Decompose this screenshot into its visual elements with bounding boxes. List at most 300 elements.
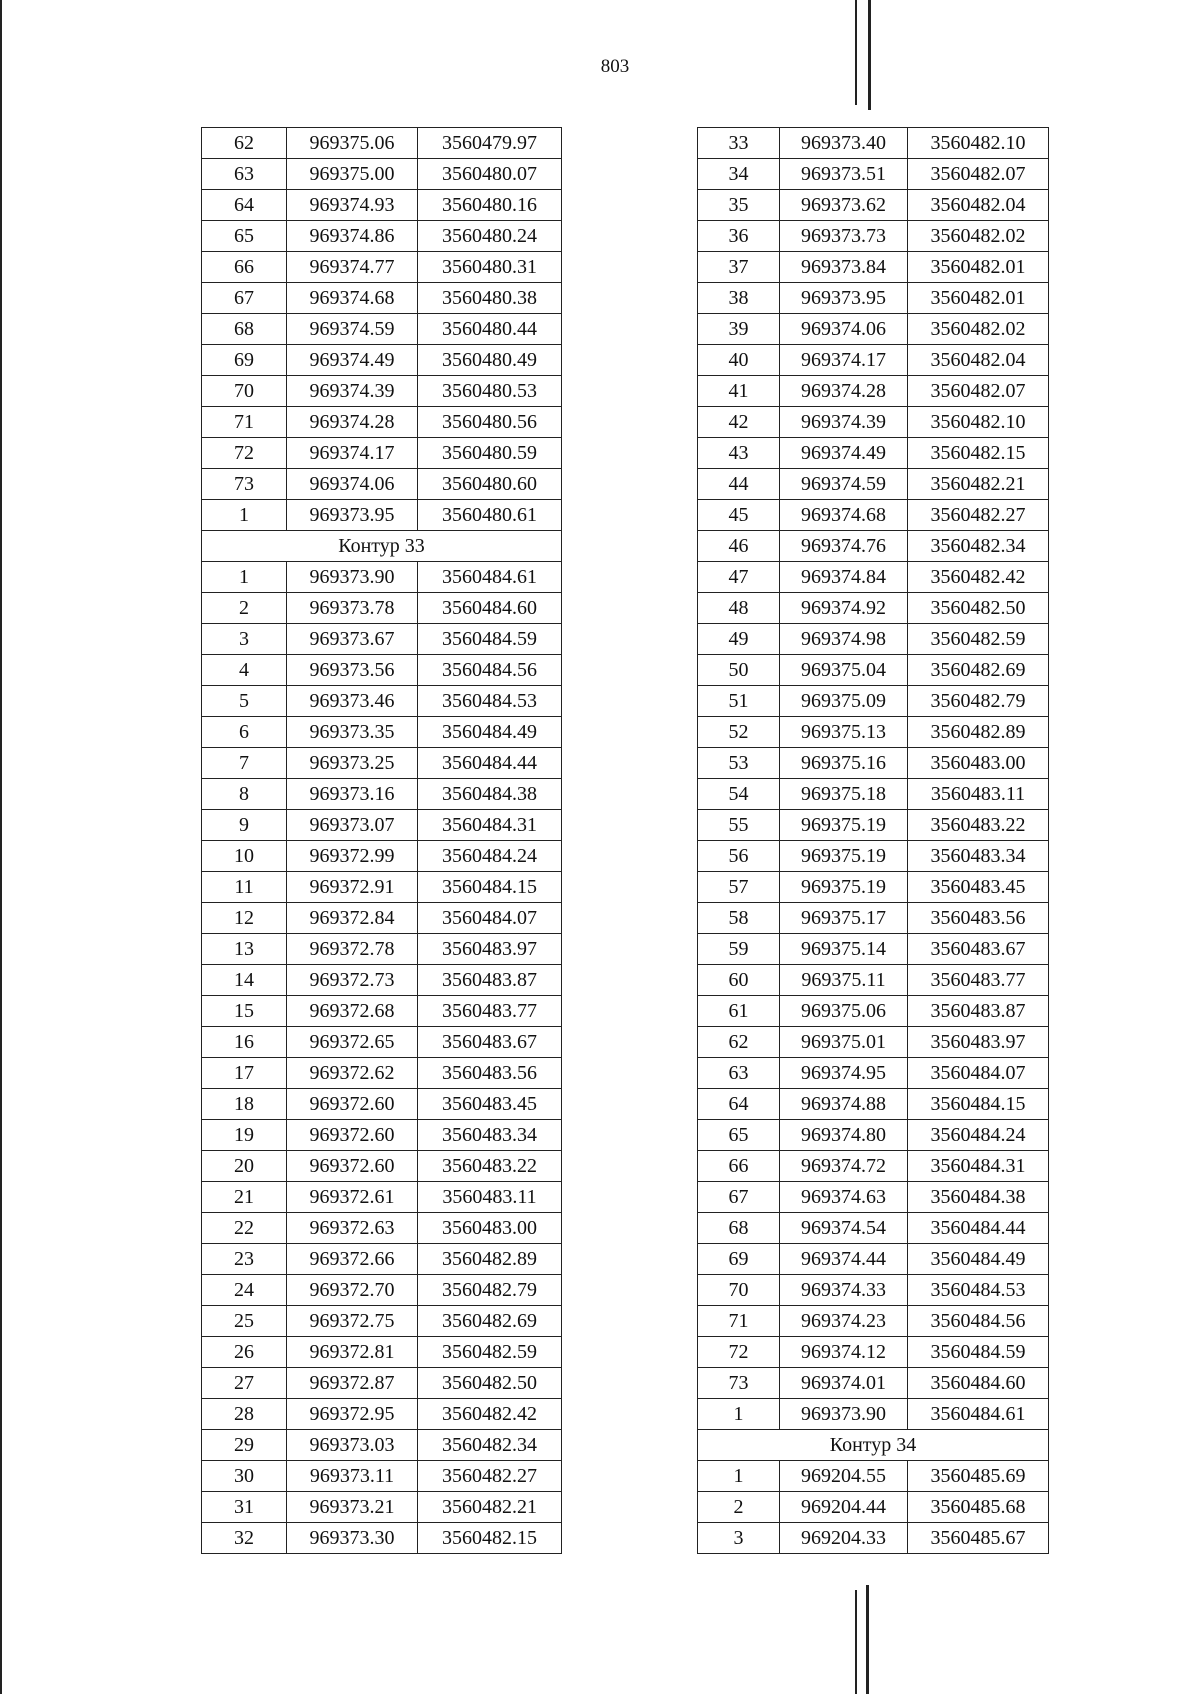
table-row bbox=[698, 903, 1049, 934]
x-coordinate-cell: 969372.65 bbox=[287, 1027, 418, 1058]
point-number-cell: 12 bbox=[202, 903, 287, 934]
y-coordinate-cell: 3560482.02 bbox=[908, 314, 1049, 345]
point-number-cell: 68 bbox=[698, 1213, 780, 1244]
table-row bbox=[202, 996, 562, 1027]
table-row bbox=[698, 872, 1049, 903]
x-coordinate-cell: 969374.49 bbox=[287, 345, 418, 376]
y-coordinate-cell: 3560484.07 bbox=[418, 903, 562, 934]
table-row bbox=[698, 1182, 1049, 1213]
y-coordinate-cell: 3560483.56 bbox=[908, 903, 1049, 934]
y-coordinate-cell: 3560482.21 bbox=[908, 469, 1049, 500]
table-row bbox=[202, 438, 562, 469]
x-coordinate-cell: 969204.33 bbox=[780, 1523, 908, 1554]
table-row bbox=[202, 934, 562, 965]
table-row bbox=[698, 1399, 1049, 1430]
point-number-cell: 72 bbox=[202, 438, 287, 469]
point-number-cell: 71 bbox=[698, 1306, 780, 1337]
table-row bbox=[698, 531, 1049, 562]
x-coordinate-cell: 969375.04 bbox=[780, 655, 908, 686]
x-coordinate-cell: 969374.59 bbox=[287, 314, 418, 345]
x-coordinate-cell: 969374.84 bbox=[780, 562, 908, 593]
point-number-cell: 69 bbox=[202, 345, 287, 376]
table-row bbox=[202, 1058, 562, 1089]
x-coordinate-cell: 969374.95 bbox=[780, 1058, 908, 1089]
point-number-cell: 29 bbox=[202, 1430, 287, 1461]
y-coordinate-cell: 3560482.42 bbox=[418, 1399, 562, 1430]
point-number-cell: 23 bbox=[202, 1244, 287, 1275]
y-coordinate-cell: 3560485.69 bbox=[908, 1461, 1049, 1492]
x-coordinate-cell: 969375.13 bbox=[780, 717, 908, 748]
y-coordinate-cell: 3560482.42 bbox=[908, 562, 1049, 593]
point-number-cell: 58 bbox=[698, 903, 780, 934]
point-number-cell: 19 bbox=[202, 1120, 287, 1151]
x-coordinate-cell: 969372.68 bbox=[287, 996, 418, 1027]
y-coordinate-cell: 3560484.53 bbox=[418, 686, 562, 717]
table-row bbox=[202, 1120, 562, 1151]
table-row bbox=[202, 1306, 562, 1337]
table-row bbox=[202, 1244, 562, 1275]
table-row bbox=[698, 438, 1049, 469]
x-coordinate-cell: 969372.99 bbox=[287, 841, 418, 872]
point-number-cell: 52 bbox=[698, 717, 780, 748]
table-row bbox=[698, 686, 1049, 717]
table-row bbox=[698, 283, 1049, 314]
table-row bbox=[202, 965, 562, 996]
point-number-cell: 8 bbox=[202, 779, 287, 810]
table-row bbox=[698, 1492, 1049, 1523]
y-coordinate-cell: 3560484.49 bbox=[908, 1244, 1049, 1275]
y-coordinate-cell: 3560482.07 bbox=[908, 376, 1049, 407]
x-coordinate-cell: 969374.68 bbox=[780, 500, 908, 531]
y-coordinate-cell: 3560483.00 bbox=[908, 748, 1049, 779]
point-number-cell: 25 bbox=[202, 1306, 287, 1337]
y-coordinate-cell: 3560485.67 bbox=[908, 1523, 1049, 1554]
point-number-cell: 32 bbox=[202, 1523, 287, 1554]
point-number-cell: 39 bbox=[698, 314, 780, 345]
point-number-cell: 28 bbox=[202, 1399, 287, 1430]
table-row bbox=[202, 624, 562, 655]
y-coordinate-cell: 3560480.53 bbox=[418, 376, 562, 407]
x-coordinate-cell: 969372.62 bbox=[287, 1058, 418, 1089]
x-coordinate-cell: 969373.25 bbox=[287, 748, 418, 779]
table-row bbox=[698, 934, 1049, 965]
x-coordinate-cell: 969204.55 bbox=[780, 1461, 908, 1492]
point-number-cell: 1 bbox=[202, 500, 287, 531]
point-number-cell: 41 bbox=[698, 376, 780, 407]
point-number-cell: 62 bbox=[202, 128, 287, 159]
left-table-body bbox=[202, 128, 562, 1554]
table-row bbox=[698, 965, 1049, 996]
table-row bbox=[698, 407, 1049, 438]
y-coordinate-cell: 3560483.97 bbox=[908, 1027, 1049, 1058]
y-coordinate-cell: 3560484.59 bbox=[418, 624, 562, 655]
y-coordinate-cell: 3560483.67 bbox=[418, 1027, 562, 1058]
y-coordinate-cell: 3560482.79 bbox=[908, 686, 1049, 717]
point-number-cell: 36 bbox=[698, 221, 780, 252]
y-coordinate-cell: 3560482.07 bbox=[908, 159, 1049, 190]
point-number-cell: 24 bbox=[202, 1275, 287, 1306]
y-coordinate-cell: 3560482.34 bbox=[908, 531, 1049, 562]
x-coordinate-cell: 969204.44 bbox=[780, 1492, 908, 1523]
x-coordinate-cell: 969374.39 bbox=[780, 407, 908, 438]
y-coordinate-cell: 3560480.61 bbox=[418, 500, 562, 531]
right-table-body bbox=[698, 128, 1049, 1554]
point-number-cell: 72 bbox=[698, 1337, 780, 1368]
x-coordinate-cell: 969374.33 bbox=[780, 1275, 908, 1306]
table-row bbox=[698, 159, 1049, 190]
y-coordinate-cell: 3560484.60 bbox=[418, 593, 562, 624]
y-coordinate-cell: 3560482.27 bbox=[908, 500, 1049, 531]
x-coordinate-cell: 969375.11 bbox=[780, 965, 908, 996]
point-number-cell: 22 bbox=[202, 1213, 287, 1244]
table-row bbox=[202, 500, 562, 531]
table-row bbox=[202, 872, 562, 903]
x-coordinate-cell: 969374.54 bbox=[780, 1213, 908, 1244]
y-coordinate-cell: 3560480.44 bbox=[418, 314, 562, 345]
y-coordinate-cell: 3560480.31 bbox=[418, 252, 562, 283]
x-coordinate-cell: 969374.76 bbox=[780, 531, 908, 562]
table-row bbox=[698, 221, 1049, 252]
point-number-cell: 1 bbox=[202, 562, 287, 593]
y-coordinate-cell: 3560479.97 bbox=[418, 128, 562, 159]
y-coordinate-cell: 3560483.22 bbox=[908, 810, 1049, 841]
contour-heading-row bbox=[202, 531, 562, 562]
point-number-cell: 42 bbox=[698, 407, 780, 438]
point-number-cell: 53 bbox=[698, 748, 780, 779]
y-coordinate-cell: 3560484.15 bbox=[418, 872, 562, 903]
table-row bbox=[202, 221, 562, 252]
x-coordinate-cell: 969374.06 bbox=[287, 469, 418, 500]
point-number-cell: 73 bbox=[202, 469, 287, 500]
table-row bbox=[698, 1368, 1049, 1399]
table-row bbox=[698, 190, 1049, 221]
table-row bbox=[202, 1151, 562, 1182]
x-coordinate-cell: 969373.03 bbox=[287, 1430, 418, 1461]
y-coordinate-cell: 3560482.04 bbox=[908, 345, 1049, 376]
point-number-cell: 47 bbox=[698, 562, 780, 593]
point-number-cell: 1 bbox=[698, 1461, 780, 1492]
table-row bbox=[202, 562, 562, 593]
x-coordinate-cell: 969372.84 bbox=[287, 903, 418, 934]
y-coordinate-cell: 3560482.04 bbox=[908, 190, 1049, 221]
point-number-cell: 60 bbox=[698, 965, 780, 996]
x-coordinate-cell: 969375.14 bbox=[780, 934, 908, 965]
x-coordinate-cell: 969374.59 bbox=[780, 469, 908, 500]
contour-heading-row bbox=[698, 1430, 1049, 1461]
table-row bbox=[202, 1368, 562, 1399]
point-number-cell: 65 bbox=[698, 1120, 780, 1151]
x-coordinate-cell: 969372.87 bbox=[287, 1368, 418, 1399]
y-coordinate-cell: 3560482.50 bbox=[418, 1368, 562, 1399]
point-number-cell: 68 bbox=[202, 314, 287, 345]
x-coordinate-cell: 969373.95 bbox=[287, 500, 418, 531]
point-number-cell: 17 bbox=[202, 1058, 287, 1089]
table-row bbox=[202, 469, 562, 500]
table-row bbox=[698, 469, 1049, 500]
point-number-cell: 30 bbox=[202, 1461, 287, 1492]
table-row bbox=[698, 1244, 1049, 1275]
x-coordinate-cell: 969374.28 bbox=[287, 407, 418, 438]
x-coordinate-cell: 969374.01 bbox=[780, 1368, 908, 1399]
table-row bbox=[202, 1213, 562, 1244]
x-coordinate-cell: 969374.06 bbox=[780, 314, 908, 345]
y-coordinate-cell: 3560483.87 bbox=[418, 965, 562, 996]
y-coordinate-cell: 3560483.11 bbox=[418, 1182, 562, 1213]
y-coordinate-cell: 3560482.69 bbox=[908, 655, 1049, 686]
x-coordinate-cell: 969373.16 bbox=[287, 779, 418, 810]
table-row bbox=[202, 190, 562, 221]
table-row bbox=[202, 1182, 562, 1213]
y-coordinate-cell: 3560484.07 bbox=[908, 1058, 1049, 1089]
y-coordinate-cell: 3560484.59 bbox=[908, 1337, 1049, 1368]
right-coordinate-table bbox=[697, 127, 1049, 1554]
table-row bbox=[698, 345, 1049, 376]
y-coordinate-cell: 3560483.11 bbox=[908, 779, 1049, 810]
x-coordinate-cell: 969374.77 bbox=[287, 252, 418, 283]
scan-binding-line-top-2 bbox=[868, 0, 871, 110]
point-number-cell: 46 bbox=[698, 531, 780, 562]
x-coordinate-cell: 969373.95 bbox=[780, 283, 908, 314]
scan-binding-line-bottom-2 bbox=[866, 1585, 869, 1694]
point-number-cell: 63 bbox=[202, 159, 287, 190]
y-coordinate-cell: 3560483.77 bbox=[908, 965, 1049, 996]
table-row bbox=[202, 1461, 562, 1492]
x-coordinate-cell: 969373.30 bbox=[287, 1523, 418, 1554]
table-row bbox=[698, 1461, 1049, 1492]
table-row bbox=[698, 624, 1049, 655]
table-row bbox=[698, 1120, 1049, 1151]
point-number-cell: 66 bbox=[202, 252, 287, 283]
y-coordinate-cell: 3560484.56 bbox=[418, 655, 562, 686]
point-number-cell: 21 bbox=[202, 1182, 287, 1213]
y-coordinate-cell: 3560482.01 bbox=[908, 252, 1049, 283]
x-coordinate-cell: 969373.35 bbox=[287, 717, 418, 748]
point-number-cell: 51 bbox=[698, 686, 780, 717]
table-row bbox=[202, 159, 562, 190]
table-row bbox=[202, 903, 562, 934]
point-number-cell: 48 bbox=[698, 593, 780, 624]
table-row bbox=[202, 283, 562, 314]
y-coordinate-cell: 3560484.44 bbox=[418, 748, 562, 779]
x-coordinate-cell: 969372.60 bbox=[287, 1120, 418, 1151]
point-number-cell: 6 bbox=[202, 717, 287, 748]
y-coordinate-cell: 3560482.15 bbox=[908, 438, 1049, 469]
point-number-cell: 62 bbox=[698, 1027, 780, 1058]
table-row bbox=[698, 314, 1049, 345]
x-coordinate-cell: 969374.49 bbox=[780, 438, 908, 469]
table-row bbox=[698, 1058, 1049, 1089]
x-coordinate-cell: 969373.11 bbox=[287, 1461, 418, 1492]
x-coordinate-cell: 969373.67 bbox=[287, 624, 418, 655]
point-number-cell: 61 bbox=[698, 996, 780, 1027]
y-coordinate-cell: 3560484.61 bbox=[908, 1399, 1049, 1430]
point-number-cell: 63 bbox=[698, 1058, 780, 1089]
x-coordinate-cell: 969373.51 bbox=[780, 159, 908, 190]
y-coordinate-cell: 3560484.24 bbox=[908, 1120, 1049, 1151]
y-coordinate-cell: 3560482.34 bbox=[418, 1430, 562, 1461]
y-coordinate-cell: 3560482.10 bbox=[908, 128, 1049, 159]
point-number-cell: 70 bbox=[202, 376, 287, 407]
point-number-cell: 35 bbox=[698, 190, 780, 221]
point-number-cell: 7 bbox=[202, 748, 287, 779]
point-number-cell: 37 bbox=[698, 252, 780, 283]
table-row bbox=[202, 841, 562, 872]
x-coordinate-cell: 969373.73 bbox=[780, 221, 908, 252]
point-number-cell: 56 bbox=[698, 841, 780, 872]
x-coordinate-cell: 969372.91 bbox=[287, 872, 418, 903]
point-number-cell: 3 bbox=[202, 624, 287, 655]
x-coordinate-cell: 969372.61 bbox=[287, 1182, 418, 1213]
y-coordinate-cell: 3560482.79 bbox=[418, 1275, 562, 1306]
table-row bbox=[202, 686, 562, 717]
table-row bbox=[202, 1275, 562, 1306]
x-coordinate-cell: 969375.06 bbox=[780, 996, 908, 1027]
x-coordinate-cell: 969374.93 bbox=[287, 190, 418, 221]
point-number-cell: 20 bbox=[202, 1151, 287, 1182]
y-coordinate-cell: 3560484.15 bbox=[908, 1089, 1049, 1120]
point-number-cell: 38 bbox=[698, 283, 780, 314]
y-coordinate-cell: 3560482.10 bbox=[908, 407, 1049, 438]
x-coordinate-cell: 969374.17 bbox=[287, 438, 418, 469]
contour-heading: Контур 33 bbox=[202, 531, 562, 562]
table-row bbox=[202, 1523, 562, 1554]
table-row bbox=[202, 593, 562, 624]
table-row bbox=[698, 376, 1049, 407]
table-row bbox=[202, 252, 562, 283]
y-coordinate-cell: 3560482.59 bbox=[418, 1337, 562, 1368]
x-coordinate-cell: 969372.60 bbox=[287, 1089, 418, 1120]
x-coordinate-cell: 969373.07 bbox=[287, 810, 418, 841]
y-coordinate-cell: 3560482.69 bbox=[418, 1306, 562, 1337]
x-coordinate-cell: 969372.60 bbox=[287, 1151, 418, 1182]
x-coordinate-cell: 969374.72 bbox=[780, 1151, 908, 1182]
table-row bbox=[698, 562, 1049, 593]
table-row bbox=[202, 407, 562, 438]
y-coordinate-cell: 3560482.89 bbox=[908, 717, 1049, 748]
point-number-cell: 31 bbox=[202, 1492, 287, 1523]
y-coordinate-cell: 3560485.68 bbox=[908, 1492, 1049, 1523]
contour-heading: Контур 34 bbox=[698, 1430, 1049, 1461]
y-coordinate-cell: 3560484.53 bbox=[908, 1275, 1049, 1306]
table-row bbox=[698, 841, 1049, 872]
point-number-cell: 33 bbox=[698, 128, 780, 159]
point-number-cell: 34 bbox=[698, 159, 780, 190]
point-number-cell: 64 bbox=[698, 1089, 780, 1120]
table-row bbox=[698, 252, 1049, 283]
table-row bbox=[202, 748, 562, 779]
point-number-cell: 50 bbox=[698, 655, 780, 686]
x-coordinate-cell: 969374.92 bbox=[780, 593, 908, 624]
x-coordinate-cell: 969373.40 bbox=[780, 128, 908, 159]
x-coordinate-cell: 969372.70 bbox=[287, 1275, 418, 1306]
table-row bbox=[202, 1399, 562, 1430]
table-row bbox=[698, 717, 1049, 748]
table-row bbox=[698, 810, 1049, 841]
x-coordinate-cell: 969375.16 bbox=[780, 748, 908, 779]
point-number-cell: 57 bbox=[698, 872, 780, 903]
point-number-cell: 10 bbox=[202, 841, 287, 872]
y-coordinate-cell: 3560483.34 bbox=[418, 1120, 562, 1151]
y-coordinate-cell: 3560484.31 bbox=[908, 1151, 1049, 1182]
y-coordinate-cell: 3560483.45 bbox=[908, 872, 1049, 903]
table-row bbox=[698, 1523, 1049, 1554]
y-coordinate-cell: 3560484.38 bbox=[908, 1182, 1049, 1213]
point-number-cell: 5 bbox=[202, 686, 287, 717]
y-coordinate-cell: 3560483.97 bbox=[418, 934, 562, 965]
left-coordinate-table bbox=[201, 127, 562, 1554]
point-number-cell: 59 bbox=[698, 934, 780, 965]
point-number-cell: 67 bbox=[202, 283, 287, 314]
y-coordinate-cell: 3560484.56 bbox=[908, 1306, 1049, 1337]
table-row bbox=[698, 1337, 1049, 1368]
y-coordinate-cell: 3560480.07 bbox=[418, 159, 562, 190]
table-row bbox=[698, 996, 1049, 1027]
point-number-cell: 73 bbox=[698, 1368, 780, 1399]
x-coordinate-cell: 969372.66 bbox=[287, 1244, 418, 1275]
x-coordinate-cell: 969373.78 bbox=[287, 593, 418, 624]
table-row bbox=[698, 128, 1049, 159]
x-coordinate-cell: 969375.19 bbox=[780, 872, 908, 903]
x-coordinate-cell: 969372.73 bbox=[287, 965, 418, 996]
point-number-cell: 69 bbox=[698, 1244, 780, 1275]
y-coordinate-cell: 3560482.01 bbox=[908, 283, 1049, 314]
y-coordinate-cell: 3560482.50 bbox=[908, 593, 1049, 624]
point-number-cell: 64 bbox=[202, 190, 287, 221]
y-coordinate-cell: 3560482.89 bbox=[418, 1244, 562, 1275]
scan-edge-line-left bbox=[0, 0, 2, 1694]
x-coordinate-cell: 969374.80 bbox=[780, 1120, 908, 1151]
point-number-cell: 45 bbox=[698, 500, 780, 531]
point-number-cell: 54 bbox=[698, 779, 780, 810]
point-number-cell: 55 bbox=[698, 810, 780, 841]
y-coordinate-cell: 3560483.67 bbox=[908, 934, 1049, 965]
x-coordinate-cell: 969375.00 bbox=[287, 159, 418, 190]
y-coordinate-cell: 3560484.61 bbox=[418, 562, 562, 593]
y-coordinate-cell: 3560482.21 bbox=[418, 1492, 562, 1523]
table-row bbox=[202, 810, 562, 841]
y-coordinate-cell: 3560483.22 bbox=[418, 1151, 562, 1182]
x-coordinate-cell: 969372.75 bbox=[287, 1306, 418, 1337]
y-coordinate-cell: 3560480.56 bbox=[418, 407, 562, 438]
table-row bbox=[698, 500, 1049, 531]
table-row bbox=[202, 1089, 562, 1120]
point-number-cell: 11 bbox=[202, 872, 287, 903]
point-number-cell: 13 bbox=[202, 934, 287, 965]
point-number-cell: 18 bbox=[202, 1089, 287, 1120]
y-coordinate-cell: 3560483.45 bbox=[418, 1089, 562, 1120]
x-coordinate-cell: 969375.17 bbox=[780, 903, 908, 934]
table-row bbox=[698, 655, 1049, 686]
y-coordinate-cell: 3560482.59 bbox=[908, 624, 1049, 655]
y-coordinate-cell: 3560484.24 bbox=[418, 841, 562, 872]
table-row bbox=[698, 748, 1049, 779]
y-coordinate-cell: 3560482.27 bbox=[418, 1461, 562, 1492]
x-coordinate-cell: 969375.19 bbox=[780, 810, 908, 841]
scan-binding-line-bottom-1 bbox=[855, 1590, 857, 1694]
point-number-cell: 40 bbox=[698, 345, 780, 376]
x-coordinate-cell: 969375.18 bbox=[780, 779, 908, 810]
table-row bbox=[698, 1089, 1049, 1120]
x-coordinate-cell: 969374.39 bbox=[287, 376, 418, 407]
y-coordinate-cell: 3560483.56 bbox=[418, 1058, 562, 1089]
table-row bbox=[202, 1492, 562, 1523]
y-coordinate-cell: 3560484.60 bbox=[908, 1368, 1049, 1399]
x-coordinate-cell: 969374.98 bbox=[780, 624, 908, 655]
x-coordinate-cell: 969373.21 bbox=[287, 1492, 418, 1523]
point-number-cell: 44 bbox=[698, 469, 780, 500]
x-coordinate-cell: 969374.86 bbox=[287, 221, 418, 252]
x-coordinate-cell: 969374.17 bbox=[780, 345, 908, 376]
